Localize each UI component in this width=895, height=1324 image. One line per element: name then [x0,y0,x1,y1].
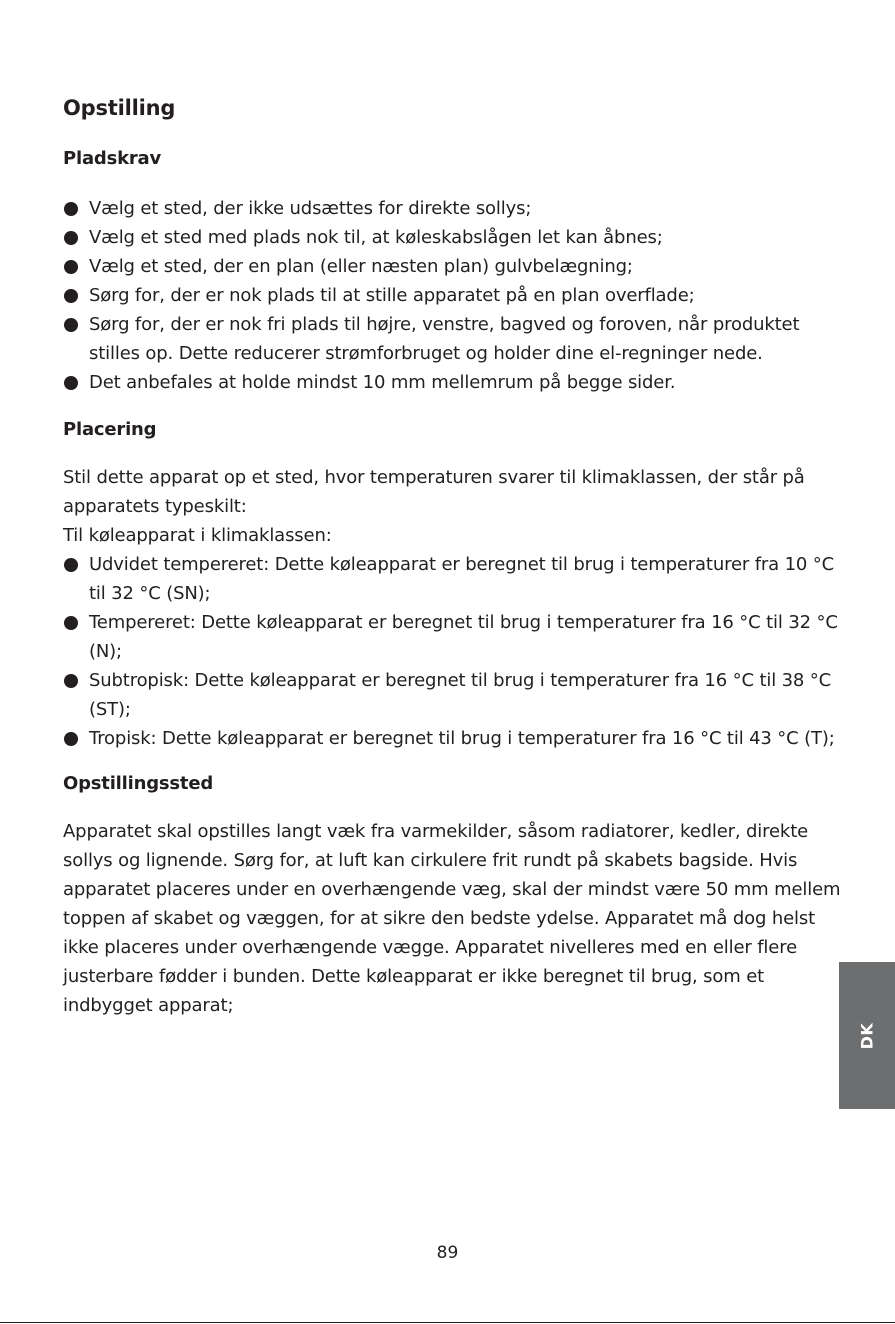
bullet-icon [64,318,78,332]
bullet-icon [64,558,78,572]
placering-intro: Stil dette apparat op et sted, hvor temperaturen svarer til klimaklassen, der står på apparatets typeskilt: [63,467,805,517]
bullet-icon [64,202,78,216]
section-heading-opstillingssted: Opstillingssted [63,773,214,794]
list-item: Tropisk: Dette køleapparat er beregnet til brug i temperaturer fra 16 °C til 43 °C (T); [63,724,843,753]
page-content [63,94,843,1020]
bullet-icon [64,260,78,274]
bullet-icon [64,376,78,390]
section-heading-pladskrav: Pladskrav [63,148,162,169]
list-item: Sørg for, der er nok fri plads til højre, venstre, bagved og foroven, når produktet stilles op. Dette reducerer strømforbruget og holder dine el-regninger nede. [63,310,843,368]
list-item: Vælg et sted med plads nok til, at køleskabslågen let kan åbnes; [63,223,843,252]
opstillingssted-body: Apparatet skal opstilles langt væk fra varmekilder, såsom radiatorer, kedler, direkte sollys og lignende. Sørg for, at luft kan cirkulere frit rundt på skabets bagside. Hvis apparatet placeres under en overhængende væg, skal der mindst være 50 mm mellem toppen af skabet og væggen, for at sikre den bedste ydelse. Apparatet må dog helst ikke placeres under overhængende vægge. Apparatet nivelleres med en eller flere justerbare fødder i bunden. Dette køleapparat er ikke beregnet til brug, som et indbygget apparat; [63,821,841,1016]
bullet-icon [64,616,78,630]
list-item: Vælg et sted, der ikke udsættes for direkte sollys; [63,194,843,223]
list-item: Vælg et sted, der en plan (eller næsten plan) gulvbelægning; [63,252,843,281]
language-tab-label: DK [857,1022,877,1049]
page-title: Opstilling [63,96,176,120]
list-item: Subtropisk: Dette køleapparat er beregnet til brug i temperaturer fra 16 °C til 38 °C (ST); [63,666,843,724]
bullet-icon [64,231,78,245]
bullet-icon [64,732,78,746]
placering-list [63,550,843,753]
list-item: Det anbefales at holde mindst 10 mm mellemrum på begge sider. [63,368,843,397]
language-tab [839,962,895,1109]
placering-body [63,463,843,753]
pladskrav-list [63,194,843,397]
page-number: 89 [436,1243,459,1263]
list-item: Sørg for, der er nok plads til at stille apparatet på en plan overflade; [63,281,843,310]
section-heading-placering: Placering [63,419,157,440]
placering-intro-2: Til køleapparat i klimaklassen: [63,525,332,546]
bullet-icon [64,289,78,303]
list-item: Udvidet tempereret: Dette køleapparat er beregnet til brug i temperaturer fra 10 °C til 32 °C (SN); [63,550,843,608]
list-item: Tempereret: Dette køleapparat er beregnet til brug i temperaturer fra 16 °C til 32 °C (N); [63,608,843,666]
bottom-rule [0,1322,895,1323]
bullet-icon [64,674,78,688]
